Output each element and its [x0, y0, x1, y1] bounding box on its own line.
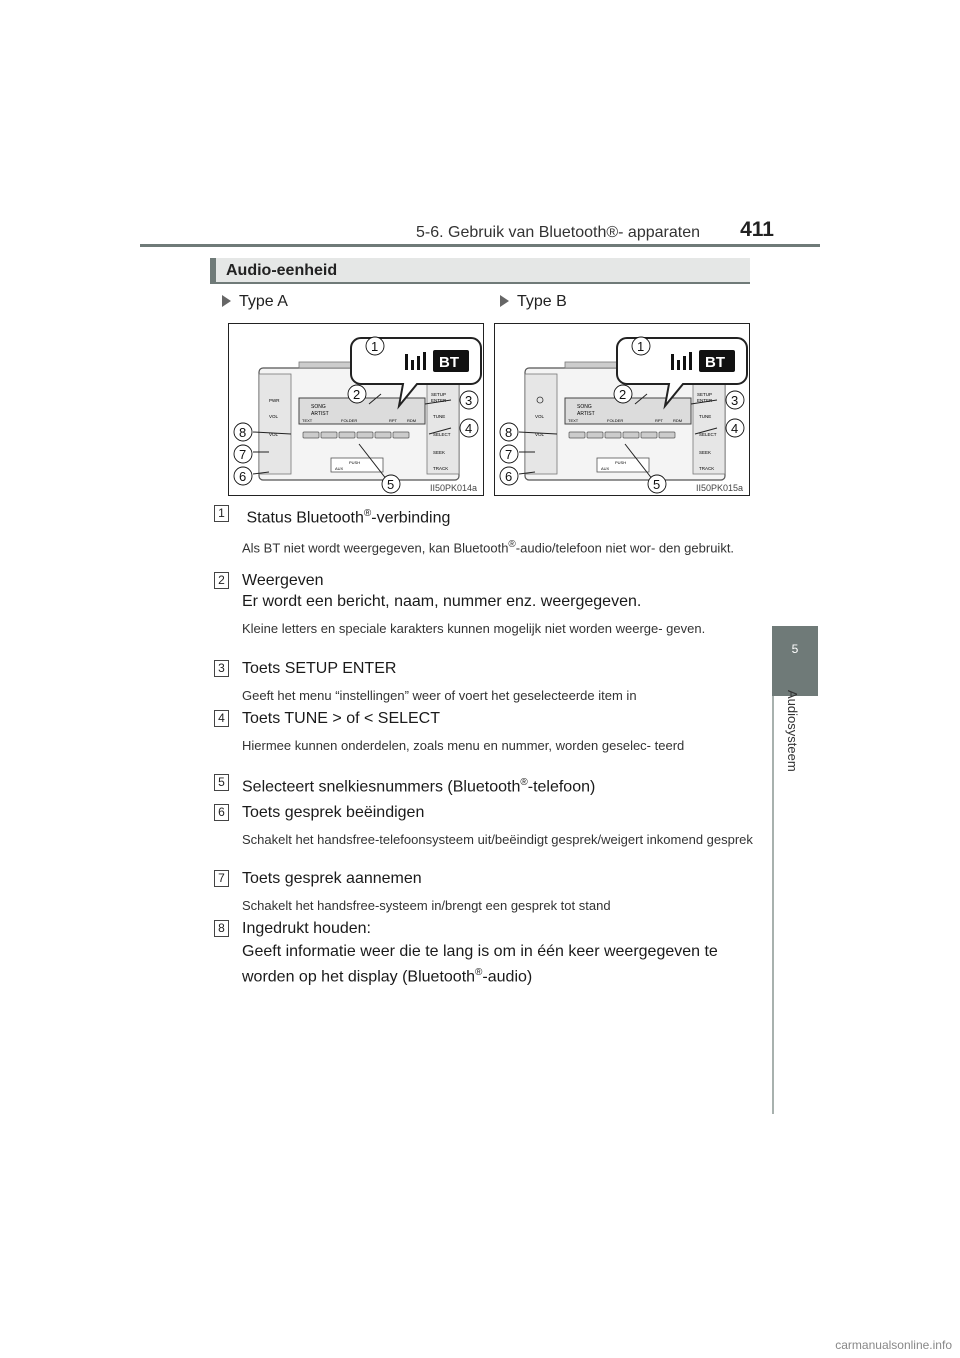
item-subtitle: Er wordt een bericht, naam, nummer enz. weergegeven. — [242, 593, 642, 610]
svg-text:VOL: VOL — [269, 432, 279, 437]
svg-text:1: 1 — [637, 339, 645, 354]
item-number: 7 — [214, 870, 229, 887]
svg-text:6: 6 — [505, 469, 513, 484]
item-number: 8 — [214, 920, 229, 937]
svg-text:1: 1 — [371, 339, 379, 354]
item-number: 5 — [214, 774, 229, 791]
svg-text:TRACK: TRACK — [433, 466, 449, 471]
svg-text:PUSH: PUSH — [615, 460, 627, 465]
svg-text:VOL: VOL — [269, 414, 279, 419]
svg-text:7: 7 — [505, 447, 513, 462]
svg-text:3: 3 — [731, 393, 739, 408]
svg-text:SELECT: SELECT — [699, 432, 717, 437]
svg-text:AUX: AUX — [335, 466, 344, 471]
figure-type-b — [494, 323, 750, 496]
list-item — [214, 708, 754, 754]
watermark: carmanualsonline.info — [835, 1338, 952, 1352]
figure-code: II50PK015a — [695, 483, 743, 493]
svg-text:TRACK: TRACK — [699, 466, 715, 471]
item-title: Status Bluetooth®-verbinding — [246, 508, 451, 527]
type-a-label: Type A — [222, 293, 288, 311]
figure-type-a — [228, 323, 484, 496]
item-title: Ingedrukt houden: — [242, 920, 371, 937]
item-title: Weergeven — [242, 572, 324, 589]
svg-text:RDM: RDM — [407, 418, 417, 423]
item-description: Als BT niet wordt weergegeven, kan Bluetooth®-audio/telefoon niet wor- den gebruikt. — [242, 539, 735, 556]
svg-text:TUNE: TUNE — [699, 414, 712, 419]
svg-text:ENTER: ENTER — [431, 398, 447, 403]
list-item — [214, 868, 754, 914]
item-description: Schakelt het handsfree-systeem in/brengt een gesprek tot stand — [242, 898, 611, 913]
svg-text:TUNE: TUNE — [433, 414, 446, 419]
header-divider — [140, 244, 820, 247]
svg-text:RPT: RPT — [389, 418, 397, 423]
item-number: 6 — [214, 804, 229, 821]
item-title: Toets gesprek aannemen — [242, 870, 422, 887]
svg-text:4: 4 — [465, 421, 473, 436]
svg-text:AUX: AUX — [601, 466, 610, 471]
section-title: Audio-eenheid — [226, 262, 338, 279]
svg-text:SETUP: SETUP — [431, 392, 447, 397]
page-number: 411 — [740, 218, 774, 241]
svg-text:SETUP: SETUP — [697, 392, 713, 397]
item-number: 3 — [214, 660, 229, 677]
svg-text:VOL: VOL — [535, 414, 545, 419]
svg-text:VOL: VOL — [535, 432, 545, 437]
svg-text:3: 3 — [465, 393, 473, 408]
chapter-title: 5-6. Gebruik van Bluetooth®- apparaten — [416, 224, 700, 241]
chapter-tab: 5 — [772, 626, 818, 696]
figure-code: II50PK014a — [429, 483, 477, 493]
triangle-icon — [500, 295, 509, 307]
svg-text:PUSH: PUSH — [349, 460, 361, 465]
item-subtitle: Geeft informatie weer die te lang is om in één keer weergegeven te worden op het display (Bluetooth®-audio) — [242, 943, 718, 986]
list-item — [214, 918, 754, 987]
list-item — [214, 503, 754, 557]
list-item — [214, 772, 754, 797]
section-header — [210, 258, 750, 284]
svg-text:8: 8 — [239, 425, 247, 440]
svg-text:BT: BT — [705, 354, 725, 371]
list-item — [214, 658, 754, 704]
svg-text:8: 8 — [505, 425, 513, 440]
svg-text:RDM: RDM — [673, 418, 683, 423]
list-item — [214, 802, 754, 848]
item-number: 2 — [214, 572, 229, 589]
item-title: Toets gesprek beëindigen — [242, 804, 425, 821]
item-description: Kleine letters en speciale karakters kunnen mogelijk niet worden weerge- geven. — [242, 621, 706, 636]
item-description: Hiermee kunnen onderdelen, zoals menu en nummer, worden geselec- teerd — [242, 738, 685, 753]
svg-text:FOLDER: FOLDER — [607, 418, 624, 423]
svg-text:5: 5 — [387, 477, 395, 492]
svg-text:TEXT: TEXT — [568, 418, 579, 423]
svg-text:SONG: SONG — [577, 404, 592, 410]
svg-text:2: 2 — [619, 387, 627, 402]
svg-text:SONG: SONG — [311, 404, 326, 410]
svg-text:SELECT: SELECT — [433, 432, 451, 437]
svg-text:7: 7 — [239, 447, 247, 462]
svg-text:6: 6 — [239, 469, 247, 484]
item-title: Toets SETUP ENTER — [242, 660, 397, 677]
audio-unit-illustration — [495, 324, 749, 495]
type-b-label: Type B — [500, 293, 567, 311]
svg-text:4: 4 — [731, 421, 739, 436]
svg-text:5: 5 — [653, 477, 661, 492]
svg-text:SEEK: SEEK — [699, 450, 712, 455]
svg-text:ARTIST: ARTIST — [311, 411, 329, 417]
item-number: 1 — [214, 505, 229, 522]
svg-text:BT: BT — [439, 354, 459, 371]
svg-text:RPT: RPT — [655, 418, 663, 423]
item-description: Schakelt het handsfree-telefoonsysteem uit/beëindigt gesprek/weigert inkomend gesprek — [242, 832, 753, 847]
list-item — [214, 570, 754, 637]
item-description: Geeft het menu “instellingen” weer of voert het geselecteerde item in — [242, 688, 637, 703]
svg-text:FOLDER: FOLDER — [341, 418, 358, 423]
svg-text:ENTER: ENTER — [697, 398, 713, 403]
svg-text:PWR: PWR — [269, 398, 280, 403]
audio-unit-illustration — [229, 324, 483, 495]
chapter-side-label: Audiosysteem — [785, 690, 800, 772]
item-title: Toets TUNE > of < SELECT — [242, 710, 441, 727]
item-number: 4 — [214, 710, 229, 727]
svg-text:2: 2 — [353, 387, 361, 402]
svg-text:SEEK: SEEK — [433, 450, 446, 455]
page-header — [140, 218, 820, 246]
svg-text:ARTIST: ARTIST — [577, 411, 595, 417]
triangle-icon — [222, 295, 231, 307]
svg-text:TEXT: TEXT — [302, 418, 313, 423]
item-title: Selecteert snelkiesnummers (Bluetooth®-telefoon) — [242, 777, 596, 796]
